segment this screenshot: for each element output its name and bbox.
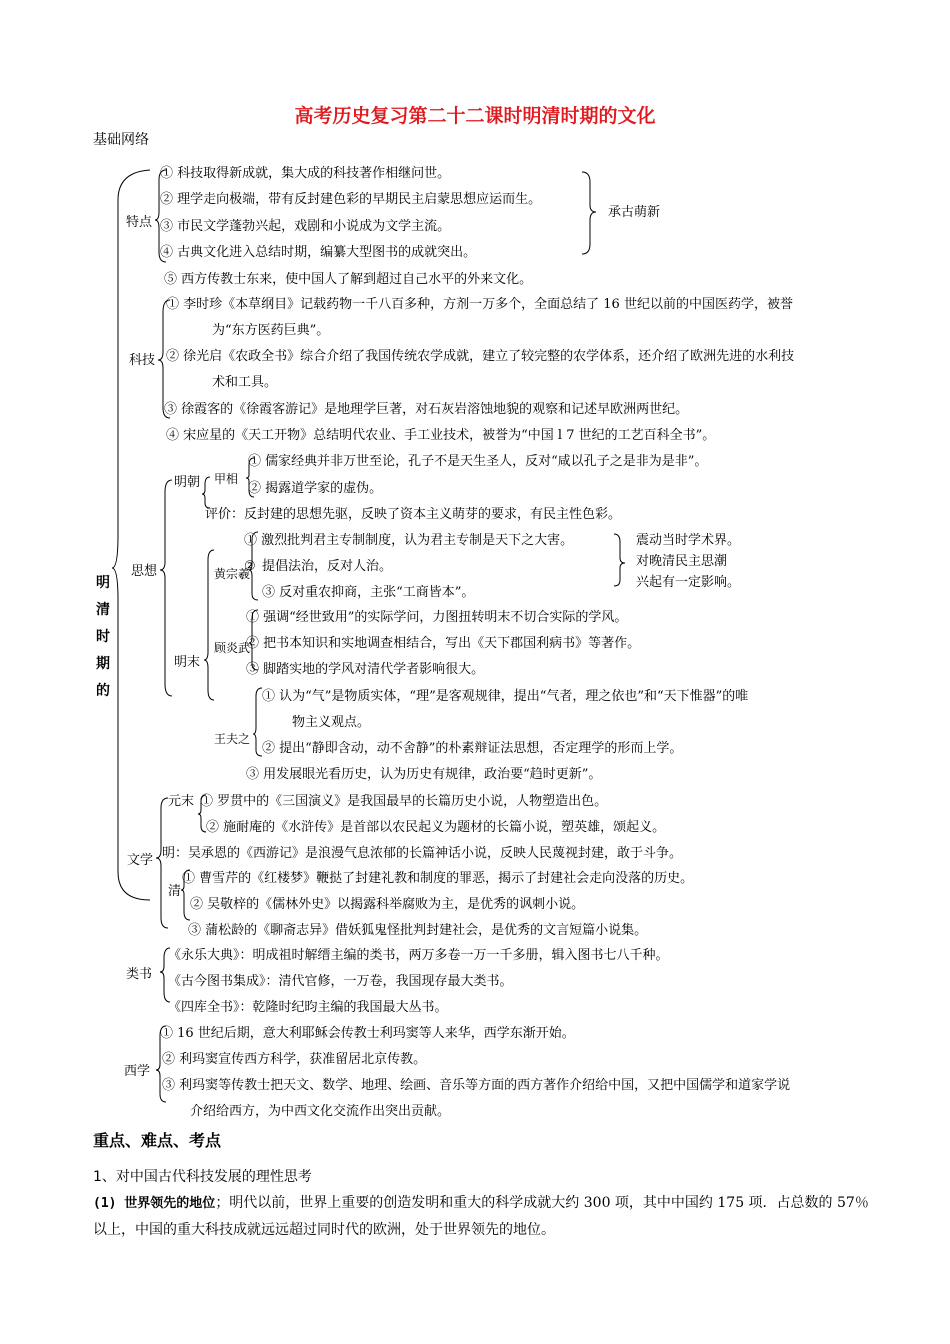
late-ming-brace	[204, 550, 214, 700]
features-item-2: ② 理学走向极端，带有反封建色彩的早期民主启蒙思想应运而生。	[160, 192, 542, 207]
western-item-3: ③ 利玛窦等传教士把天文、数学、地理、绘画、音乐等方面的西方著作介绍给中国，又把中国儒学和道家学说	[162, 1078, 791, 1093]
western-item-1: ① 16 世纪后期，意大利耶稣会传教士利玛窦等人来华，西学东渐开始。	[160, 1026, 575, 1041]
wang-item-1: ① 认为“气”是物质实体，“理”是客观规律，提出“气者，理之依也”和“天下惟器”的唯	[262, 689, 749, 704]
ming-evaluation: 评价：反封建的思想先驱，反映了资本主义萌芽的要求，有民主性色彩。	[205, 507, 622, 522]
huang-note-3: 兴起有一定影响。	[636, 575, 741, 590]
features-label: 特点	[126, 215, 153, 230]
western-item-3-cont: 介绍给西方，为中西文化交流作出突出贡献。	[190, 1104, 451, 1119]
late-ming-label: 明末	[174, 655, 201, 670]
science-item-4: ④ 宋应星的《天工开物》总结明代农业、手工业技术，被誉为“中国 l 7 世纪的工艺百科全书”。	[166, 428, 716, 443]
section-heading-1: 1、对中国古代科技发展的理性思考	[93, 1169, 312, 1185]
wang-item-2: ② 提出“静即含动，动不舍静”的朴素辩证法思想，否定理学的形而上学。	[262, 741, 683, 756]
wang-brace	[253, 688, 262, 756]
science-item-2: ② 徐光启《农政全书》综合介绍了我国传统农学成就，建立了较完整的农学体系，还介绍了欧洲先进的水利技	[166, 349, 795, 364]
qing-item-2: ② 吴敬梓的《儒林外史》以揭露科举腐败为主，是优秀的讽刺小说。	[190, 897, 585, 912]
science-item-1-cont: 为“东方医药巨典”。	[212, 323, 330, 338]
features-item-3: ③ 市民文学蓬勃兴起，戏剧和小说成为文学主流。	[160, 219, 451, 234]
features-summary: 承古萌新	[608, 205, 661, 220]
paragraph-1-text: ；明代以前，世界上重要的创造发明和重大的科学成就大约 300 项，其中中国约 175 项．占总数的 57％以上，中国的重大科技成就远远超过同时代的欧洲，处于世界领先的地位。	[93, 1195, 869, 1238]
ming-brace	[202, 477, 210, 508]
gu-label: 顾炎武	[214, 641, 251, 655]
thought-label: 思想	[131, 564, 158, 579]
huang-note-1: 震动当时学术界。	[636, 533, 741, 548]
literature-ming-line: 明：吴承恩的《西游记》是浪漫气息浓郁的长篇神话小说，反映人民蔑视封建，敢于斗争。	[162, 846, 683, 861]
huang-label: 黄宗羲	[214, 567, 251, 581]
encyclopedia-item-3: 《四库全书》：乾隆时纪昀主编的我国最大丛书。	[168, 1000, 448, 1015]
features-item-4: ④ 古典文化进入总结时期，编纂大型图书的成就突出。	[160, 245, 477, 260]
ming-label: 明朝	[174, 475, 201, 490]
paragraph-1	[93, 1190, 873, 1243]
huang-item-2-number: ②	[244, 559, 256, 574]
lizhi-item-2: ② 揭露道学家的虚伪。	[248, 481, 383, 496]
thought-brace	[160, 480, 172, 696]
lizhi-item-1: ① 儒家经典并非万世至论，孔子不是天生圣人，反对“咸以孔子之是非为是非”。	[248, 454, 708, 469]
lizhi-label: 甲相	[214, 472, 239, 486]
gu-item-2: ② 把书本知识和实地调查相结合，写出《天下郡国利病书》等著作。	[246, 636, 641, 651]
huang-item-2-text: 提倡法治，反对人治。	[262, 559, 393, 574]
main-brace	[112, 170, 153, 900]
western-label: 西学	[124, 1064, 151, 1079]
encyclopedia-label: 类书	[126, 967, 153, 982]
features-item-1: ① 科技取得新成就，集大成的科技著作相继问世。	[160, 166, 451, 181]
science-item-1: ① 李时珍《本草纲目》记载药物一千八百多种，方剂一万多个，全面总结了 16 世纪以前的中国医药学，被誉	[166, 297, 793, 312]
gu-item-3: ③ 脚踏实地的学风对清代学者影响很大。	[246, 662, 485, 677]
wang-label: 王夫之	[214, 732, 251, 746]
wang-item-1-cont: 物主义观点。	[292, 715, 371, 730]
encyclopedia-item-1: 《永乐大典》：明成祖时解缙主编的类书，两万多卷一万一千多册，辑入图书七八千种。	[168, 948, 669, 963]
qing-item-3: ③ 蒲松龄的《聊斋志异》借妖狐鬼怪批判封建社会，是优秀的文言短篇小说集。	[188, 923, 648, 938]
literature-brace	[156, 798, 168, 928]
page-title: 高考历史复习第二十二课时明清时期的文化	[294, 105, 656, 127]
features-item-5: ⑤ 西方传教士东来，使中国人了解到超过自己水平的外来文化。	[164, 272, 533, 287]
huang-item-3: ③ 反对重农抑商，主张“工商皆本”。	[262, 585, 475, 600]
yuan-item-1: ① 罗贯中的《三国演义》是我国最早的长篇历史小说，人物塑造出色。	[200, 794, 608, 809]
science-label: 科技	[129, 353, 156, 368]
subtitle: 基础网络	[93, 132, 149, 148]
gu-item-1: ① 强调“经世致用”的实际学问，力图扭转明末不切合实际的学风。	[246, 610, 628, 625]
western-item-2: ② 利玛窦宣传西方科学，获准留居北京传教。	[162, 1052, 427, 1067]
literature-label: 文学	[127, 853, 154, 868]
qing-item-1: ① 曹雪芹的《红楼梦》鞭挞了封建礼教和制度的罪恶，揭示了封建社会走向没落的历史。	[182, 871, 694, 886]
science-item-3: ③ 徐霞客的《徐霞客游记》是地理学巨著，对石灰岩溶蚀地貌的观察和记述早欧洲两世纪。	[164, 402, 689, 417]
main-topic: 明 清 时 期 的	[96, 575, 110, 699]
qing-label: 清	[168, 884, 182, 899]
wang-item-3: ③ 用发展眼光看历史，认为历史有规律，政治要“趋时更新”。	[246, 767, 602, 782]
encyclopedia-item-2: 《古今图书集成》：清代官修，一万卷，我国现存最大类书。	[168, 974, 513, 989]
paragraph-1-label: (1) 世界领先的地位	[93, 1196, 216, 1211]
section-heading-key-points: 重点、难点、考点	[93, 1131, 222, 1150]
yuan-label: 元末	[168, 794, 195, 809]
huang-note-brace	[614, 534, 625, 586]
summary-brace	[582, 172, 596, 254]
huang-item-1: ① 激烈批判君主专制制度，认为君主专制是天下之大害。	[244, 533, 574, 548]
huang-note-2: 对晚清民主思潮	[636, 554, 728, 569]
yuan-item-2: ② 施耐庵的《水浒传》是首部以农民起义为题材的长篇小说，塑英雄，颂起义。	[206, 820, 666, 835]
science-item-2-cont: 术和工具。	[212, 375, 278, 390]
